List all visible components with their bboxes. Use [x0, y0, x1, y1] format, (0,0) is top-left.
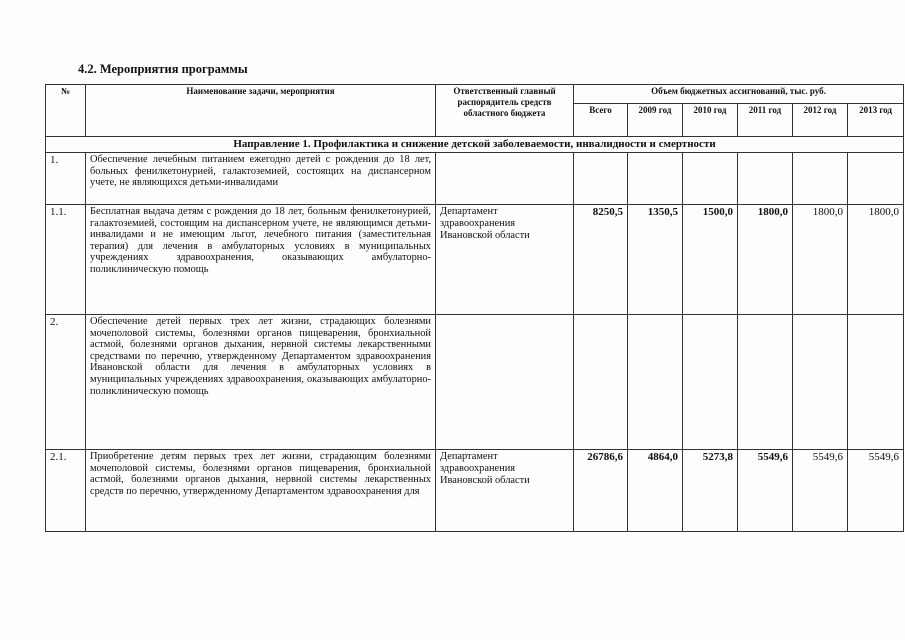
- header-year: 2011 год: [738, 104, 793, 137]
- row-number: 2.: [46, 315, 86, 450]
- row-2012: 1800,0: [793, 205, 848, 315]
- row-description: Приобретение детям первых трех лет жизни, страдающим болезнями мочеполовой системы, болезнями органов пищеварения, бронхиальной астмой, болезнями органов дыхания, нервной системы лекарственных средств по перечню, утвержденному Департаментом здравоохранения для: [86, 450, 436, 532]
- header-responsible: Ответственный главный распорядитель средств областного бюджета: [436, 85, 574, 137]
- row-total: 26786,6: [574, 450, 628, 532]
- row-2012: [793, 153, 848, 205]
- table-row: [46, 153, 904, 205]
- header-total: Всего: [574, 104, 628, 137]
- table-row: [46, 205, 904, 315]
- row-total: [574, 153, 628, 205]
- row-responsible: Департамент здравоохранения Ивановской области: [436, 205, 574, 315]
- table-row: [46, 315, 904, 450]
- header-num: №: [46, 85, 86, 137]
- row-2013: 1800,0: [848, 205, 904, 315]
- header-year: 2010 год: [683, 104, 738, 137]
- row-description: Бесплатная выдача детям с рождения до 18 лет, больным фенилкетонурией, галактоземией, состоящим на диспансерном учете, не являющимся детьми-инвалидами и не имеющим льгот, лечебного питания (заместительная терапия) для лечения в амбулаторных условиях в муниципальных учреждениях здравоохранения, оказывающих амбулаторно-поликлиническую помощь: [86, 205, 436, 315]
- row-2009: [628, 315, 683, 450]
- row-2010: [683, 315, 738, 450]
- row-responsible: [436, 315, 574, 450]
- row-number: 1.1.: [46, 205, 86, 315]
- header-name: Наименование задачи, мероприятия: [86, 85, 436, 137]
- header-year: 2012 год: [793, 104, 848, 137]
- table-row: [46, 450, 904, 532]
- row-responsible: Департамент здравоохранения Ивановской области: [436, 450, 574, 532]
- header-year: 2009 год: [628, 104, 683, 137]
- section-title: 4.2. Мероприятия программы: [78, 62, 248, 76]
- direction-heading: Направление 1. Профилактика и снижение детской заболеваемости, инвалидности и смертности: [46, 137, 904, 153]
- row-2011: 1800,0: [738, 205, 793, 315]
- row-2011: 5549,6: [738, 450, 793, 532]
- row-2011: [738, 315, 793, 450]
- row-2013: [848, 153, 904, 205]
- row-2009: [628, 153, 683, 205]
- row-total: 8250,5: [574, 205, 628, 315]
- row-number: 2.1.: [46, 450, 86, 532]
- row-total: [574, 315, 628, 450]
- row-2012: [793, 315, 848, 450]
- row-2013: [848, 315, 904, 450]
- row-description: Обеспечение детей первых трех лет жизни, страдающих болезнями мочеполовой системы, болезнями органов пищеварения, бронхиальной астмой, болезнями органов дыхания, нервной системы лекарственными средствами по перечню, утвержденному Департаментом здравоохранения Ивановской области для лечения в амбулаторных условиях в муниципальных учреждениях здравоохранения, оказывающих амбулаторно-поликлиническую помощь: [86, 315, 436, 450]
- row-2009: 4864,0: [628, 450, 683, 532]
- measures-table: [45, 84, 904, 532]
- row-2010: [683, 153, 738, 205]
- header-year: 2013 год: [848, 104, 904, 137]
- row-2011: [738, 153, 793, 205]
- header-budget: Объем бюджетных ассигнований, тыс. руб.: [574, 85, 904, 104]
- row-2010: 5273,8: [683, 450, 738, 532]
- row-2012: 5549,6: [793, 450, 848, 532]
- row-description: Обеспечение лечебным питанием ежегодно детей с рождения до 18 лет, больных фенилкетонурией, галактоземией, состоящих на диспансерном учете, не являющихся детьми-инвалидами: [86, 153, 436, 205]
- table-header: [46, 85, 904, 137]
- row-2013: 5549,6: [848, 450, 904, 532]
- row-responsible: [436, 153, 574, 205]
- row-2010: 1500,0: [683, 205, 738, 315]
- row-number: 1.: [46, 153, 86, 205]
- row-2009: 1350,5: [628, 205, 683, 315]
